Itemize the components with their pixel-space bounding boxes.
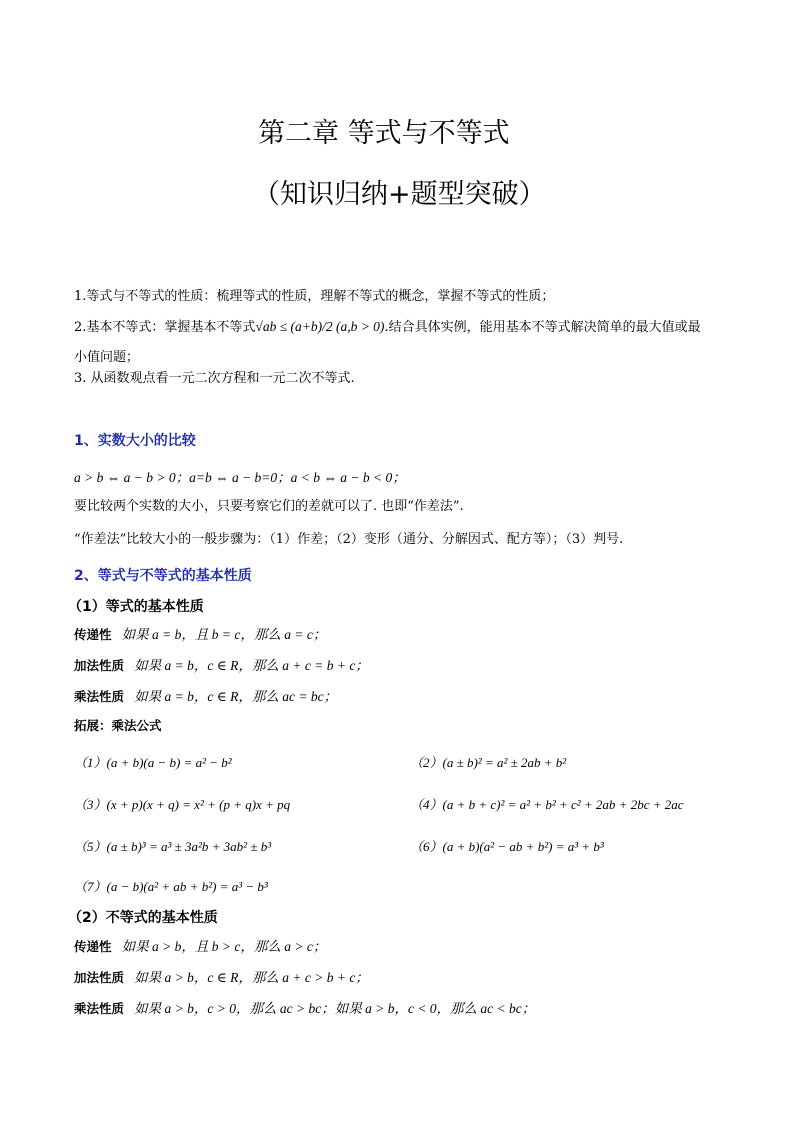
property-text: 如果 a > b，c > 0，那么 ac > bc；如果 a > b，c < 0，那么 ac < bc； xyxy=(134,1001,536,1016)
formula-6: （6）(a + b)(a² − ab + b²) = a³ + b³ xyxy=(410,839,604,854)
comparison-method: 要比较两个实数的大小，只要考察它们的差就可以了. 也即“作差法”. xyxy=(74,499,464,514)
equality-properties-heading: （1）等式的基本性质 xyxy=(68,599,204,615)
objective-2-suffix: .结合具体实例，能用基本不等式解决简单的最大值或最 xyxy=(384,320,701,335)
eq-multiplication xyxy=(74,685,337,705)
inequality-properties-heading: （2）不等式的基本性质 xyxy=(68,910,218,926)
multiplication-formulas-label: 拓展：乘法公式 xyxy=(74,718,162,733)
formula-7: （7）(a − b)(a² + ab + b²) = a³ − b³ xyxy=(74,879,268,894)
formula-1: （1）(a + b)(a − b) = a² − b² xyxy=(74,755,232,770)
property-label: 乘法性质 xyxy=(74,689,125,704)
property-label: 乘法性质 xyxy=(74,1001,125,1016)
page-subtitle: （知识归纳+题型突破） xyxy=(253,179,546,210)
property-text: 如果 a > b，且 b > c，那么 a > c； xyxy=(121,939,327,954)
property-label: 传递性 xyxy=(74,939,112,954)
property-label: 加法性质 xyxy=(74,658,125,673)
objective-2 xyxy=(74,316,701,335)
objective-3: 3. 从函数观点看一元二次方程和一元二次不等式. xyxy=(74,371,355,386)
objective-2-prefix: 2.基本不等式：掌握基本不等式 xyxy=(74,320,256,335)
ineq-multiplication xyxy=(74,997,535,1017)
difference-method-steps: “作差法”比较大小的一般步骤为：（1）作差；（2）变形（通分、分解因式、配方等）；（3）判号. xyxy=(74,532,624,547)
eq-transitivity xyxy=(74,623,326,643)
property-text: 如果 a = b，且 b = c，那么 a = c； xyxy=(121,627,327,642)
objective-2-continued: 小值问题； xyxy=(74,350,140,365)
page-title: 第二章 等式与不等式 xyxy=(258,118,510,149)
section-2-heading: 2、等式与不等式的基本性质 xyxy=(74,568,252,584)
property-label: 传递性 xyxy=(74,627,112,642)
comparison-rules: a > b ⇔ a − b > 0；a=b ⇔ a − b=0；a < b ⇔ a − b < 0； xyxy=(74,470,406,485)
ineq-transitivity xyxy=(74,935,326,955)
formula-4: （4）(a + b + c)² = a² + b² + c² + 2ab + 2bc + 2ac xyxy=(410,797,684,812)
eq-addition xyxy=(74,654,369,674)
basic-inequality-formula: √ab ≤ (a+b)/2 (a,b > 0) xyxy=(255,319,385,334)
ineq-addition xyxy=(74,966,369,986)
formula-2: （2）(a ± b)² = a² ± 2ab + b² xyxy=(410,755,567,770)
property-label: 加法性质 xyxy=(74,970,125,985)
property-text: 如果 a = b，c ∈ R，那么 ac = bc； xyxy=(134,689,338,704)
property-text: 如果 a > b，c ∈ R，那么 a + c > b + c； xyxy=(134,970,369,985)
section-1-heading: 1、实数大小的比较 xyxy=(74,433,196,449)
formula-5: （5）(a ± b)³ = a³ ± 3a²b + 3ab² ± b³ xyxy=(74,839,272,854)
formula-3: （3）(x + p)(x + q) = x² + (p + q)x + pq xyxy=(74,797,291,812)
property-text: 如果 a = b，c ∈ R，那么 a + c = b + c； xyxy=(134,658,369,673)
objective-1: 1.等式与不等式的性质：梳理等式的性质，理解不等式的概念，掌握不等式的性质； xyxy=(74,289,555,304)
